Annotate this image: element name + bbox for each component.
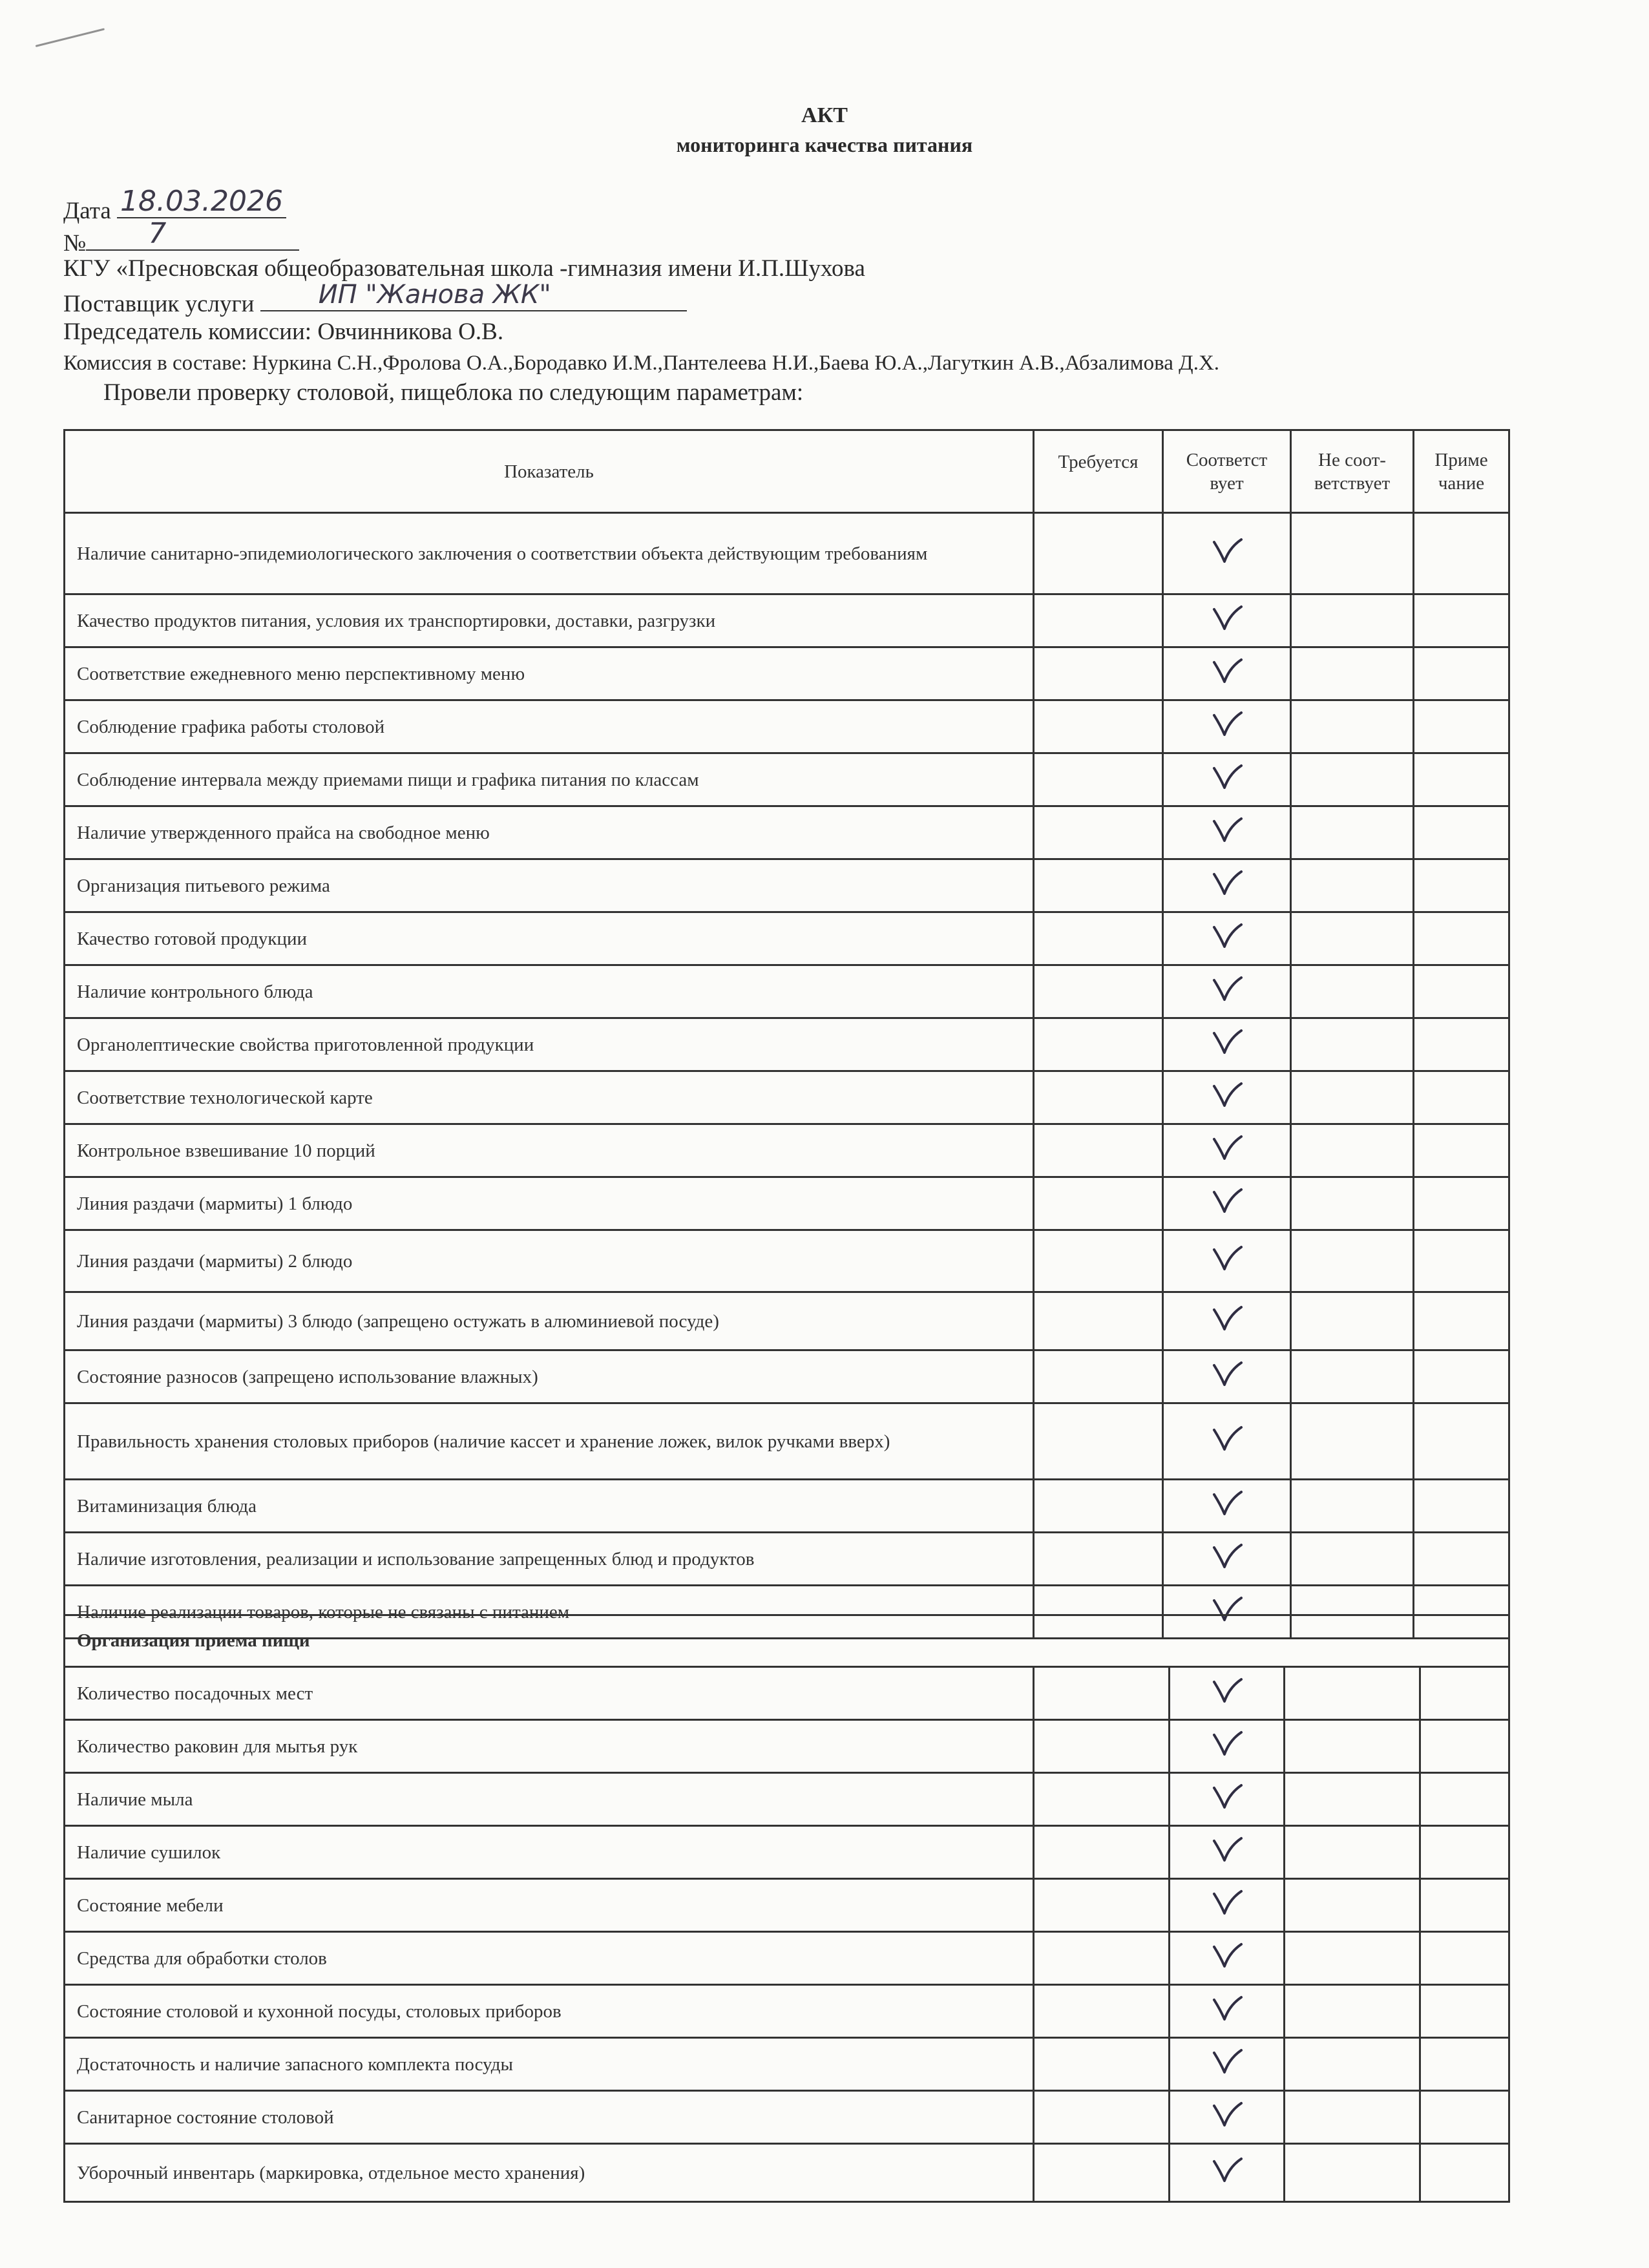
note-cell[interactable] <box>1420 2038 1509 2091</box>
indicator-cell: Достаточность и наличие запасного комплекта посуды <box>65 2038 1034 2091</box>
indicator-cell: Наличие изготовления, реализации и использование запрещенных блюд и продуктов <box>65 1533 1034 1586</box>
complies-cell[interactable] <box>1163 912 1291 965</box>
complies-cell[interactable] <box>1163 1403 1291 1480</box>
complies-cell[interactable] <box>1163 700 1291 753</box>
indicator-cell: Наличие санитарно-эпидемиологического заключения о соответствии объекта действующим требованиям <box>65 513 1034 594</box>
required-cell[interactable] <box>1034 1826 1170 1879</box>
complies-cell[interactable] <box>1163 1018 1291 1071</box>
not-complies-cell[interactable] <box>1291 700 1414 753</box>
complies-cell[interactable] <box>1170 1720 1285 1773</box>
required-cell[interactable] <box>1034 1018 1163 1071</box>
indicator-cell: Организация питьевого режима <box>65 859 1034 912</box>
check-mark-icon <box>1209 815 1245 846</box>
header-not-complies: Не соот- ветствует <box>1291 430 1414 513</box>
check-mark-icon <box>1209 1940 1245 1971</box>
complies-cell[interactable] <box>1170 1667 1285 1720</box>
check-mark-icon <box>1209 1781 1245 1812</box>
required-cell[interactable] <box>1034 1533 1163 1586</box>
table-row <box>65 1230 1509 1292</box>
note-cell[interactable] <box>1414 1480 1509 1533</box>
not-complies-cell[interactable] <box>1291 1018 1414 1071</box>
not-complies-cell[interactable] <box>1285 1879 1420 1932</box>
check-mark-icon <box>1209 1887 1245 1918</box>
check-mark-icon <box>1209 1834 1245 1865</box>
required-cell[interactable] <box>1034 753 1163 806</box>
check-mark-icon <box>1209 603 1245 634</box>
indicator-cell: Линия раздачи (мармиты) 3 блюдо (запрещено остужать в алюминиевой посуде) <box>65 1292 1034 1350</box>
check-mark-icon <box>1209 1027 1245 1058</box>
number-handwritten: 7 <box>148 217 167 250</box>
check-mark-icon <box>1209 1133 1245 1164</box>
commission-line: Комиссия в составе: Нуркина С.Н.,Фролова О.А.,Бородавко И.М.,Пантелеева Н.И.,Баева Ю.А.,Лагуткин А.В.,Абзалимова Д.Х. <box>63 352 1220 375</box>
not-complies-cell[interactable] <box>1285 1826 1420 1879</box>
indicator-cell: Уборочный инвентарь (маркировка, отдельное место хранения) <box>65 2144 1034 2202</box>
table-row <box>65 594 1509 647</box>
indicator-cell: Качество продуктов питания, условия их транспортировки, доставки, разгрузки <box>65 594 1034 647</box>
meal-organization-table <box>63 1614 1510 2203</box>
not-complies-cell[interactable] <box>1291 1230 1414 1292</box>
required-cell[interactable] <box>1034 1879 1170 1932</box>
table-row <box>65 1826 1509 1879</box>
check-mark-icon <box>1209 2099 1245 2130</box>
note-cell[interactable] <box>1420 2144 1509 2202</box>
complies-cell[interactable] <box>1163 806 1291 859</box>
header-complies: Соответст вует <box>1163 430 1291 513</box>
complies-cell[interactable] <box>1170 1826 1285 1879</box>
document-subtitle: мониторинга качества питания <box>676 133 973 156</box>
table-row <box>65 1773 1509 1826</box>
date-field[interactable] <box>117 185 286 218</box>
not-complies-cell[interactable] <box>1285 1667 1420 1720</box>
complies-cell[interactable] <box>1163 647 1291 700</box>
indicator-cell: Соответствие ежедневного меню перспективному меню <box>65 647 1034 700</box>
check-mark-icon <box>1209 1675 1245 1706</box>
required-cell[interactable] <box>1034 2144 1170 2202</box>
indicator-cell: Линия раздачи (мармиты) 2 блюдо <box>65 1230 1034 1292</box>
check-mark-icon <box>1209 1541 1245 1572</box>
table-row <box>65 1480 1509 1533</box>
note-cell[interactable] <box>1420 1773 1509 1826</box>
table-header-row <box>65 430 1509 513</box>
check-mark-icon <box>1209 2046 1245 2077</box>
table-row <box>65 513 1509 594</box>
complies-cell[interactable] <box>1163 859 1291 912</box>
table-row <box>65 1667 1509 1720</box>
not-complies-cell[interactable] <box>1291 859 1414 912</box>
note-cell[interactable] <box>1420 1932 1509 1985</box>
table-row <box>65 753 1509 806</box>
check-mark-icon <box>1209 2155 1245 2186</box>
not-complies-cell[interactable] <box>1285 1932 1420 1985</box>
not-complies-cell[interactable] <box>1291 1533 1414 1586</box>
not-complies-cell[interactable] <box>1291 513 1414 594</box>
check-mark-icon <box>1209 762 1245 793</box>
number-line <box>63 217 299 258</box>
required-cell[interactable] <box>1034 2038 1170 2091</box>
note-cell[interactable] <box>1414 965 1509 1018</box>
not-complies-cell[interactable] <box>1291 1071 1414 1124</box>
required-cell[interactable] <box>1034 1292 1163 1350</box>
indicator-cell: Контрольное взвешивание 10 порций <box>65 1124 1034 1177</box>
table-row <box>65 1124 1509 1177</box>
indicator-cell: Наличие мыла <box>65 1773 1034 1826</box>
required-cell[interactable] <box>1034 965 1163 1018</box>
header-required: Требуется <box>1034 430 1163 513</box>
indicator-cell: Количество посадочных мест <box>65 1667 1034 1720</box>
supplier-label: Поставщик услуги <box>63 291 255 317</box>
indicator-cell: Состояние столовой и кухонной посуды, столовых приборов <box>65 1985 1034 2038</box>
table-row <box>65 965 1509 1018</box>
note-cell[interactable] <box>1414 1292 1509 1350</box>
required-cell[interactable] <box>1034 1667 1170 1720</box>
indicator-cell: Санитарное состояние столовой <box>65 2091 1034 2144</box>
not-complies-cell[interactable] <box>1291 1177 1414 1230</box>
note-cell[interactable] <box>1414 1350 1509 1403</box>
check-mark-icon <box>1209 974 1245 1005</box>
note-cell[interactable] <box>1414 1071 1509 1124</box>
supplier-handwritten: ИП "Жанова ЖК" <box>318 280 551 310</box>
not-complies-cell[interactable] <box>1291 1124 1414 1177</box>
required-cell[interactable] <box>1034 859 1163 912</box>
complies-cell[interactable] <box>1163 1071 1291 1124</box>
required-cell[interactable] <box>1034 1071 1163 1124</box>
check-mark-icon <box>1209 536 1245 567</box>
complies-cell[interactable] <box>1163 1533 1291 1586</box>
note-cell[interactable] <box>1420 1879 1509 1932</box>
table-row <box>65 1985 1509 2038</box>
table-row <box>65 806 1509 859</box>
not-complies-cell[interactable] <box>1291 1403 1414 1480</box>
table-row <box>65 1350 1509 1403</box>
note-cell[interactable] <box>1414 1230 1509 1292</box>
note-cell[interactable] <box>1414 1018 1509 1071</box>
check-mark-icon <box>1209 1993 1245 2024</box>
note-cell[interactable] <box>1414 700 1509 753</box>
number-label: № <box>63 230 87 257</box>
indicator-cell: Количество раковин для мытья рук <box>65 1720 1034 1773</box>
table-row <box>65 1403 1509 1480</box>
number-field[interactable] <box>86 217 299 251</box>
check-mark-icon <box>1209 1359 1245 1390</box>
note-cell[interactable] <box>1420 1826 1509 1879</box>
complies-cell[interactable] <box>1170 2038 1285 2091</box>
not-complies-cell[interactable] <box>1291 1292 1414 1350</box>
note-cell[interactable] <box>1420 1985 1509 2038</box>
check-mark-icon <box>1209 868 1245 899</box>
indicator-cell: Состояние разносов (запрещено использование влажных) <box>65 1350 1034 1403</box>
complies-cell[interactable] <box>1170 1773 1285 1826</box>
table-row <box>65 859 1509 912</box>
table-row <box>65 700 1509 753</box>
table-row <box>65 2038 1509 2091</box>
note-cell[interactable] <box>1414 859 1509 912</box>
not-complies-cell[interactable] <box>1291 647 1414 700</box>
note-cell[interactable] <box>1414 513 1509 594</box>
table-row <box>65 912 1509 965</box>
header-indicator: Показатель <box>65 430 1034 513</box>
complies-cell[interactable] <box>1163 1230 1291 1292</box>
complies-cell[interactable] <box>1163 1292 1291 1350</box>
complies-cell[interactable] <box>1163 1480 1291 1533</box>
note-cell[interactable] <box>1420 1720 1509 1773</box>
required-cell[interactable] <box>1034 513 1163 594</box>
complies-cell[interactable] <box>1170 2144 1285 2202</box>
check-mark-icon <box>1209 1423 1245 1454</box>
check-mark-icon <box>1209 1243 1245 1274</box>
supplier-field[interactable] <box>260 280 687 311</box>
organization-line: КГУ «Пресновская общеобразовательная школа -гимназия имени И.П.Шухова <box>63 255 865 282</box>
required-cell[interactable] <box>1034 700 1163 753</box>
required-cell[interactable] <box>1034 1985 1170 2038</box>
required-cell[interactable] <box>1034 806 1163 859</box>
check-mark-icon <box>1209 1186 1245 1217</box>
required-cell[interactable] <box>1034 1230 1163 1292</box>
complies-cell[interactable] <box>1163 1350 1291 1403</box>
check-mark-icon <box>1209 656 1245 687</box>
note-cell[interactable] <box>1420 1667 1509 1720</box>
required-cell[interactable] <box>1034 1480 1163 1533</box>
note-cell[interactable] <box>1414 1124 1509 1177</box>
required-cell[interactable] <box>1034 1932 1170 1985</box>
table-row <box>65 1533 1509 1586</box>
not-complies-cell[interactable] <box>1291 594 1414 647</box>
not-complies-cell[interactable] <box>1291 1350 1414 1403</box>
not-complies-cell[interactable] <box>1291 965 1414 1018</box>
indicator-cell: Соответствие технологической карте <box>65 1071 1034 1124</box>
not-complies-cell[interactable] <box>1285 1985 1420 2038</box>
complies-cell[interactable] <box>1170 1985 1285 2038</box>
not-complies-cell[interactable] <box>1291 753 1414 806</box>
required-cell[interactable] <box>1034 1720 1170 1773</box>
complies-cell[interactable] <box>1170 1879 1285 1932</box>
indicator-cell: Средства для обработки столов <box>65 1932 1034 1985</box>
table-row <box>65 2144 1509 2202</box>
indicator-cell: Витаминизация блюда <box>65 1480 1034 1533</box>
section-header-row <box>65 1615 1509 1667</box>
note-cell[interactable] <box>1414 1177 1509 1230</box>
complies-cell[interactable] <box>1170 2091 1285 2144</box>
required-cell[interactable] <box>1034 1403 1163 1480</box>
complies-cell[interactable] <box>1163 1124 1291 1177</box>
indicator-cell: Соблюдение графика работы столовой <box>65 700 1034 753</box>
table-row <box>65 1879 1509 1932</box>
check-mark-icon <box>1209 709 1245 740</box>
required-cell[interactable] <box>1034 647 1163 700</box>
required-cell[interactable] <box>1034 594 1163 647</box>
required-cell[interactable] <box>1034 1773 1170 1826</box>
not-complies-cell[interactable] <box>1291 912 1414 965</box>
indicator-cell: Состояние мебели <box>65 1879 1034 1932</box>
date-handwritten: 18.03.2026 <box>120 185 283 218</box>
complies-cell[interactable] <box>1163 1177 1291 1230</box>
section-title: Организация приема пищи <box>65 1615 1509 1667</box>
table-row <box>65 1177 1509 1230</box>
indicator-cell: Органолептические свойства приготовленной продукции <box>65 1018 1034 1071</box>
not-complies-cell[interactable] <box>1285 2038 1420 2091</box>
check-mark-icon <box>1209 1303 1245 1334</box>
note-cell[interactable] <box>1420 2091 1509 2144</box>
complies-cell[interactable] <box>1163 965 1291 1018</box>
check-mark-icon <box>1209 1728 1245 1759</box>
required-cell[interactable] <box>1034 1177 1163 1230</box>
required-cell[interactable] <box>1034 1124 1163 1177</box>
date-label: Дата <box>63 198 111 224</box>
note-cell[interactable] <box>1414 594 1509 647</box>
table-row <box>65 1018 1509 1071</box>
table-row <box>65 1292 1509 1350</box>
required-cell[interactable] <box>1034 912 1163 965</box>
table-row <box>65 1932 1509 1985</box>
indicator-cell: Качество готовой продукции <box>65 912 1034 965</box>
required-cell[interactable] <box>1034 2091 1170 2144</box>
not-complies-cell[interactable] <box>1285 2144 1420 2202</box>
not-complies-cell[interactable] <box>1291 1480 1414 1533</box>
header-note: Приме чание <box>1414 430 1509 513</box>
complies-cell[interactable] <box>1163 594 1291 647</box>
indicator-cell: Наличие реализации товаров, которые не связаны с питанием <box>65 1586 1034 1639</box>
indicator-cell: Наличие сушилок <box>65 1826 1034 1879</box>
document-title: АКТ <box>801 103 848 127</box>
note-cell[interactable] <box>1414 753 1509 806</box>
table-row <box>65 647 1509 700</box>
indicator-cell: Наличие утвержденного прайса на свободное меню <box>65 806 1034 859</box>
indicator-cell: Правильность хранения столовых приборов (наличие кассет и хранение ложек, вилок ручками вверх) <box>65 1403 1034 1480</box>
check-mark-icon <box>1209 921 1245 952</box>
supplier-line <box>63 280 687 319</box>
table-row <box>65 1720 1509 1773</box>
not-complies-cell[interactable] <box>1291 806 1414 859</box>
scan-pen-stroke <box>36 28 105 47</box>
not-complies-cell[interactable] <box>1285 2091 1420 2144</box>
check-mark-icon <box>1209 1080 1245 1111</box>
inspection-table <box>63 429 1510 1639</box>
complies-cell[interactable] <box>1163 513 1291 594</box>
not-complies-cell[interactable] <box>1285 1773 1420 1826</box>
note-cell[interactable] <box>1414 912 1509 965</box>
chairman-line: Председатель комиссии: Овчинникова О.В. <box>63 319 504 345</box>
note-cell[interactable] <box>1414 647 1509 700</box>
indicator-cell: Соблюдение интервала между приемами пищи и графика питания по классам <box>65 753 1034 806</box>
note-cell[interactable] <box>1414 806 1509 859</box>
note-cell[interactable] <box>1414 1403 1509 1480</box>
not-complies-cell[interactable] <box>1285 1720 1420 1773</box>
table-row <box>65 1071 1509 1124</box>
complies-cell[interactable] <box>1163 753 1291 806</box>
intro-line: Провели проверку столовой, пищеблока по следующим параметрам: <box>103 379 804 406</box>
note-cell[interactable] <box>1414 1533 1509 1586</box>
indicator-cell: Линия раздачи (мармиты) 1 блюдо <box>65 1177 1034 1230</box>
indicator-cell: Наличие контрольного блюда <box>65 965 1034 1018</box>
complies-cell[interactable] <box>1170 1932 1285 1985</box>
check-mark-icon <box>1209 1488 1245 1519</box>
table-row <box>65 2091 1509 2144</box>
required-cell[interactable] <box>1034 1350 1163 1403</box>
